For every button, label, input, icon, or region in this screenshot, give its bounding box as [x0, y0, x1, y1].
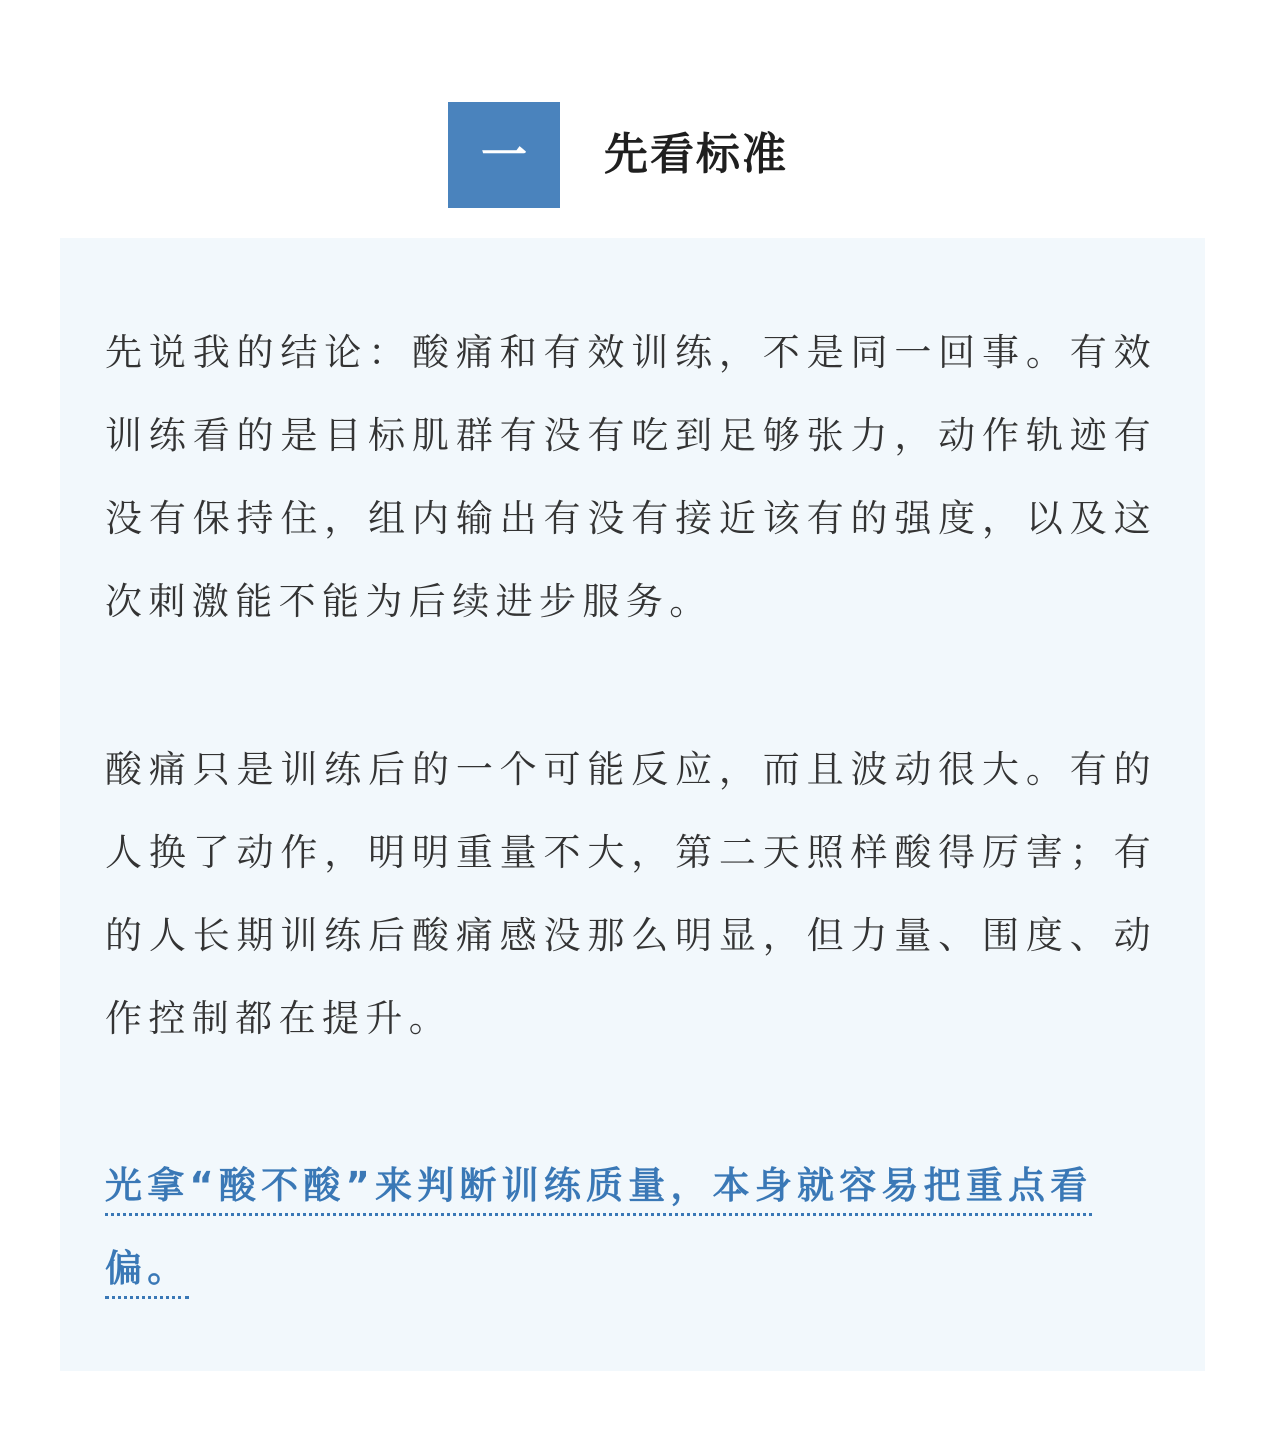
body-paragraph: 酸痛只是训练后的一个可能反应，而且波动很大。有的人换了动作，明明重量不大，第二天照样酸得厉害；有的人长期训练后酸痛感没那么明显，但力量、围度、动作控制都在提升。 — [105, 748, 1157, 1040]
content-box — [60, 238, 1205, 1371]
section-title: 先看标准 — [604, 129, 788, 180]
body-paragraph: 先说我的结论：酸痛和有效训练，不是同一回事。有效训练看的是目标肌群有没有吃到足够张力，动作轨迹有没有保持住，组内输出有没有接近该有的强度，以及这次刺激能不能为后续进步服务。 — [105, 331, 1157, 623]
highlight-quote — [105, 1144, 1157, 1310]
highlight-text: 光拿“酸不酸”来判断训练质量，本身就容易把重点看偏。 — [105, 1164, 1092, 1299]
section-header — [0, 102, 1264, 208]
section-number-badge: 一 — [448, 102, 560, 208]
